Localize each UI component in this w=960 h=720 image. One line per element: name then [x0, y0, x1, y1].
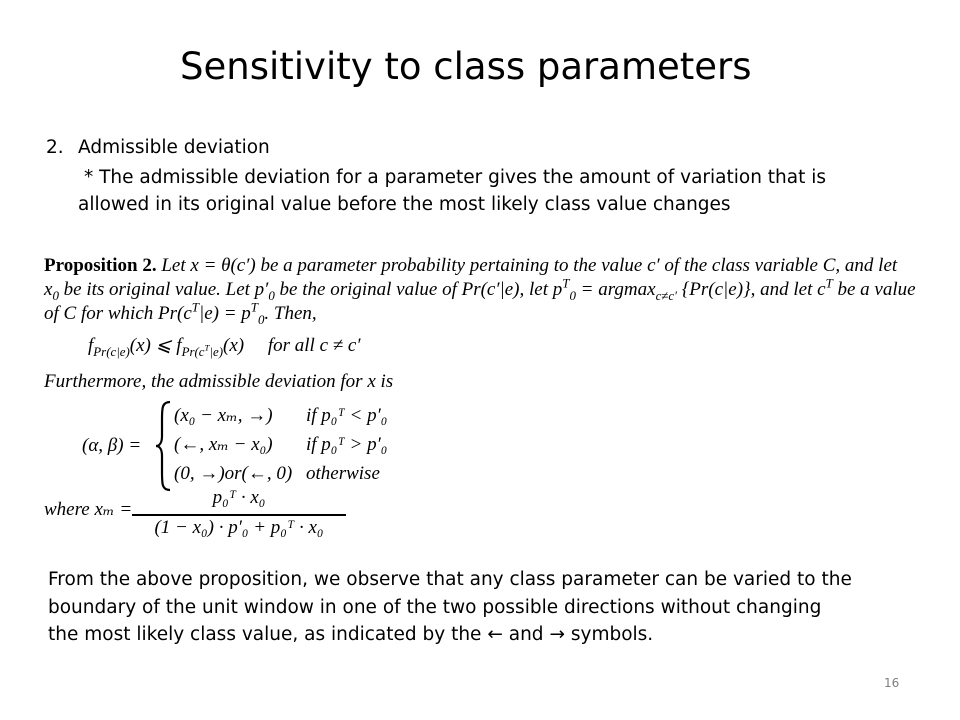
proposition-furthermore: Furthermore, the admissible deviation for x is — [44, 371, 394, 392]
fraction-denominator: (1 − x₀) · p′₀ + p₀ᵀ · x₀ — [154, 517, 324, 538]
proposition-line-1 — [44, 254, 897, 278]
proposition-label: Proposition 2. — [44, 255, 157, 276]
conclusion-line-1: From the above proposition, we observe that any class parameter can be varied to the — [48, 569, 852, 590]
proposition-text: . Then, — [264, 303, 317, 324]
left-arrow-icon: ← — [487, 624, 503, 645]
page-number: 16 — [884, 676, 900, 690]
proposition-statement: Let x = θ(c′) be a parameter probability pertaining to the value c′ of the class variable C, and let — [161, 255, 898, 276]
proposition-text: of C for which Pr(c — [44, 303, 192, 324]
alpha-beta-label: (α, β) = — [82, 435, 142, 456]
conclusion-line-3 — [48, 621, 908, 649]
fraction-numerator: p₀ᵀ · x₀ — [212, 487, 266, 508]
proposition-inequality: $f_{Pr(c|e)}(x)$ ⩽ $f_{Pr(c^T|e)}(x)$ for all c ≠ c′ — [88, 335, 361, 359]
case-2-condition: if p₀ᵀ > p′₀ — [306, 434, 388, 455]
proposition-line-3: of C for which $Pr(c^T|e) = p^T_0$. Then, — [44, 299, 317, 327]
conclusion-line-2: boundary of the unit window in one of the two possible directions without changing — [48, 596, 822, 618]
inequality-condition: for all c ≠ c′ — [267, 335, 361, 356]
proposition-text: |e) = p — [198, 303, 251, 324]
xm-fraction — [132, 486, 346, 544]
list-item-number: 2. — [46, 137, 64, 158]
proposition-text: be the original value of Pr(c′|e), let p — [279, 279, 563, 300]
description-text — [78, 164, 878, 218]
where-label: where xₘ = — [44, 499, 133, 520]
conclusion-and: and — [508, 624, 544, 645]
proposition-text: be a value — [837, 279, 916, 300]
description-line-1: * The admissible deviation for a parameter gives the amount of variation that is — [84, 167, 827, 188]
case-brace-icon — [154, 400, 174, 492]
case-1-value: (x₀ − xₘ, →) — [174, 405, 273, 426]
list-item-heading: Admissible deviation — [78, 137, 270, 158]
description-line-2: allowed in its original value before the most likely class value changes — [78, 194, 731, 215]
case-2-value: (←, xₘ − x₀) — [174, 434, 273, 455]
proposition-line-2: $x_0$ be its original value. Let $p'_0$ be the original value of Pr(c′|e), let $p^T_0 = argmax_{c\ne c'}$ {Pr(c|e)}, and let $c^T$ be a value — [44, 275, 916, 303]
proposition-text: {Pr(c|e)}, and let c — [681, 279, 826, 300]
proposition-block — [44, 250, 916, 540]
case-1-condition: if p₀ᵀ < p′₀ — [306, 405, 388, 426]
slide-title: Sensitivity to class parameters — [180, 45, 752, 88]
inequality-f: f — [88, 335, 94, 356]
case-3-value: (0, →)or(←, 0) — [174, 463, 293, 484]
conclusion-symbols: symbols. — [570, 624, 654, 645]
right-arrow-icon: → — [549, 624, 565, 645]
conclusion-line-3-text: the most likely class value, as indicated by the — [48, 624, 482, 645]
proposition-text: = argmax — [580, 279, 656, 300]
case-3-condition: otherwise — [306, 463, 380, 484]
proposition-text: be its original value. Let p′ — [63, 279, 269, 300]
conclusion-text — [48, 566, 908, 649]
